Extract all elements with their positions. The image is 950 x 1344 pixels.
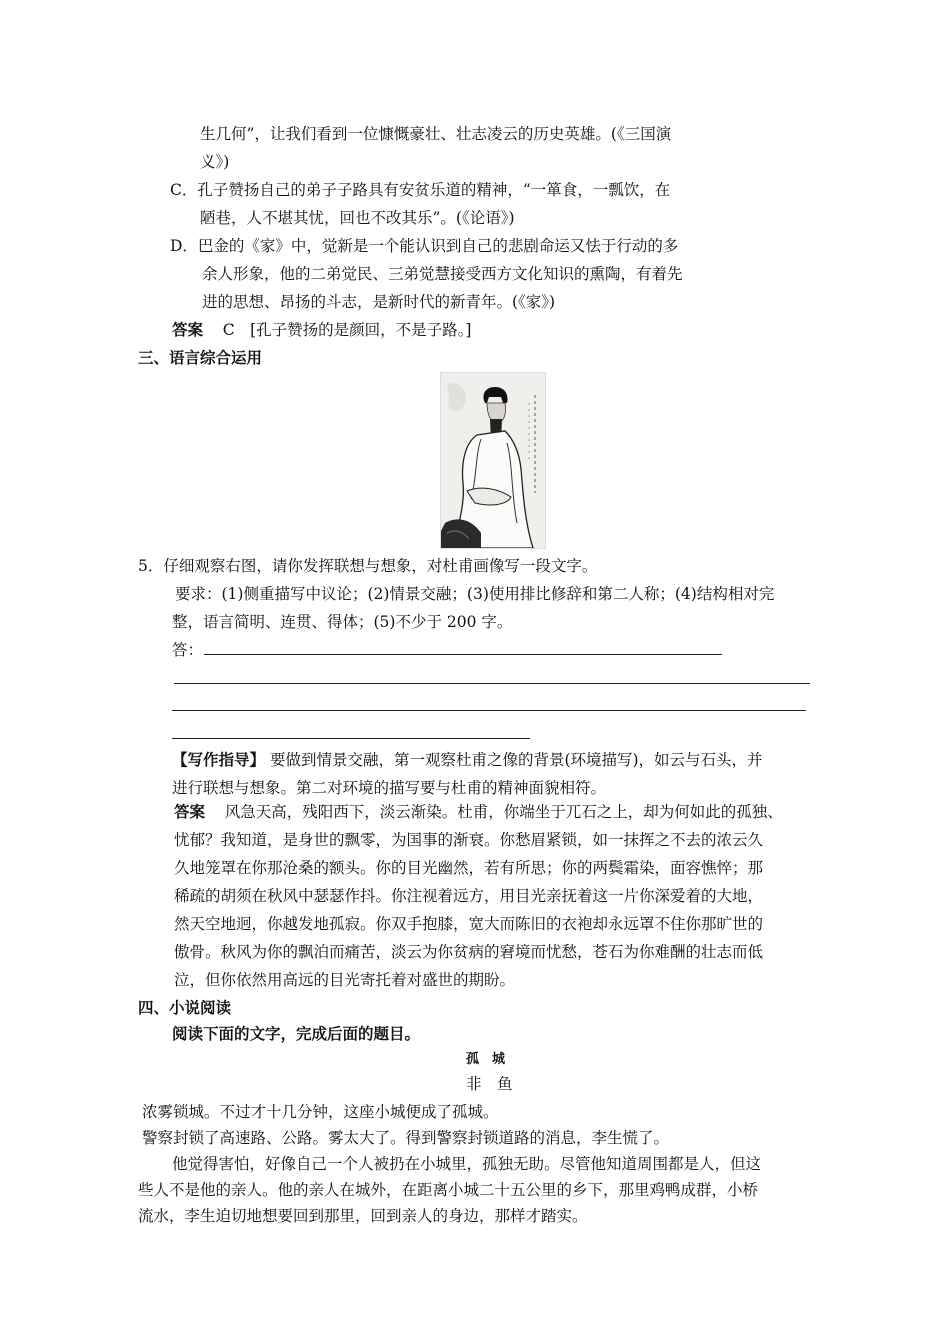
answer-5-text-1: 风急天高，残阳西下，淡云渐染。杜甫，你端坐于兀石之上，却为何如此的孤独、 <box>224 803 783 821</box>
portrait-illustration <box>441 373 545 548</box>
option-b-continued: 生几何”，让我们看到一位慷慨豪壮、壮志凌云的历史英雄。(《三国演 <box>200 125 672 143</box>
question-5: 5．仔细观察右图，请你发挥联想与想象，对杜甫画像写一段文字。 <box>138 557 598 575</box>
writing-guide-text: 要做到情景交融，第一观察杜甫之像的背景(环境描写)，如云与石头，并 <box>269 751 763 769</box>
answer-5-line2: 忧郁？我知道，是身世的飘零，为国事的渐衰。你愁眉紧锁，如一抹挥之不去的浓云久 <box>174 831 764 849</box>
requirements-line1: 要求：(1)侧重描写中议论；(2)情景交融；(3)使用排比修辞和第二人称；(4)结构相对完 <box>175 585 775 603</box>
answer-4-label: 答案 <box>172 320 204 339</box>
story-paragraph-3-line1: 他觉得害怕，好像自己一个人被扔在小城里，孤独无助。尽管他知道周围都是人，但这 <box>172 1155 762 1173</box>
answer-4 <box>172 320 471 340</box>
story-paragraph-3-line3: 流水，李生迫切地想要回到那里，回到亲人的身边，那样才踏实。 <box>138 1207 588 1225</box>
answer-5-line6: 傲骨。秋风为你的飘泊而痛苦，淡云为你贫病的窘境而忧愁，苍石为你难酬的壮志而低 <box>174 943 764 961</box>
story-title: 孤 城 <box>466 1052 506 1067</box>
writing-guide-line1 <box>172 750 763 770</box>
answer-blank-line-3[interactable] <box>172 710 806 711</box>
option-d-line1: D．巴金的《家》中，觉新是一个能认识到自己的悲剧命运又怯于行动的多 <box>170 237 679 255</box>
option-b-continued-2: 义》) <box>200 153 230 171</box>
answer-blank-line-2[interactable] <box>174 683 810 684</box>
story-author: 非 鱼 <box>466 1075 513 1093</box>
answer-prompt: 答： <box>172 641 204 659</box>
option-d-line2: 余人形象，他的二弟觉民、三弟觉慧接受西方文化知识的熏陶，有着先 <box>202 265 683 283</box>
section-heading-3: 三、语言综合运用 <box>138 348 263 367</box>
story-paragraph-2: 警察封锁了高速路、公路。雾太大了。得到警察封锁道路的消息，李生慌了。 <box>142 1129 670 1147</box>
answer-5-line3: 久地笼罩在你那沧桑的额头。你的目光幽然，若有所思；你的两鬓霜染，面容憔悴；那 <box>174 859 764 877</box>
writing-guide-label: 【写作指导】 <box>172 750 266 769</box>
answer-5-label: 答案 <box>174 802 206 821</box>
option-d-line3: 进的思想、昂扬的斗志，是新时代的新青年。(《家》) <box>202 293 556 311</box>
option-c-line1: C．孔子赞扬自己的弟子子路具有安贫乐道的精神，“一箪食，一瓢饮，在 <box>170 181 671 199</box>
answer-5-line1 <box>174 802 783 822</box>
answer-blank-line-1[interactable] <box>204 654 722 655</box>
writing-guide-line2: 进行联想与想象。第二对环境的描写要与杜甫的精神面貌相符。 <box>172 779 607 797</box>
reading-instruction: 阅读下面的文字，完成后面的题目。 <box>172 1024 421 1043</box>
requirements-line2: 整，语言简明、连贯、得体；(5)不少于 200 字。 <box>172 613 513 631</box>
answer-5-line4: 稀疏的胡须在秋风中瑟瑟作抖。你注视着远方，用目光亲抚着这一片你深爱着的大地， <box>174 887 764 905</box>
section-heading-4: 四、小说阅读 <box>138 998 232 1017</box>
answer-5-line7: 泣，但你依然用高远的目光寄托着对盛世的期盼。 <box>174 971 516 989</box>
story-paragraph-1: 浓雾锁城。不过才十几分钟，这座小城便成了孤城。 <box>142 1103 499 1121</box>
answer-4-text: C [孔子赞扬的是颜回，不是子路。] <box>222 321 472 339</box>
answer-blank-line-4[interactable] <box>172 738 530 739</box>
story-paragraph-3-line2: 些人不是他的亲人。他的亲人在城外，在距离小城二十五公里的乡下，那里鸡鸭成群，小桥 <box>138 1181 759 1199</box>
option-c-line2: 陋巷，人不堪其忧，回也不改其乐”。(《论语》) <box>200 209 515 227</box>
du-fu-portrait-image <box>440 372 546 549</box>
answer-5-line5: 然天空地迥，你越发地孤寂。你双手抱膝，宽大而陈旧的衣袍却永远罩不住你那旷世的 <box>174 915 764 933</box>
